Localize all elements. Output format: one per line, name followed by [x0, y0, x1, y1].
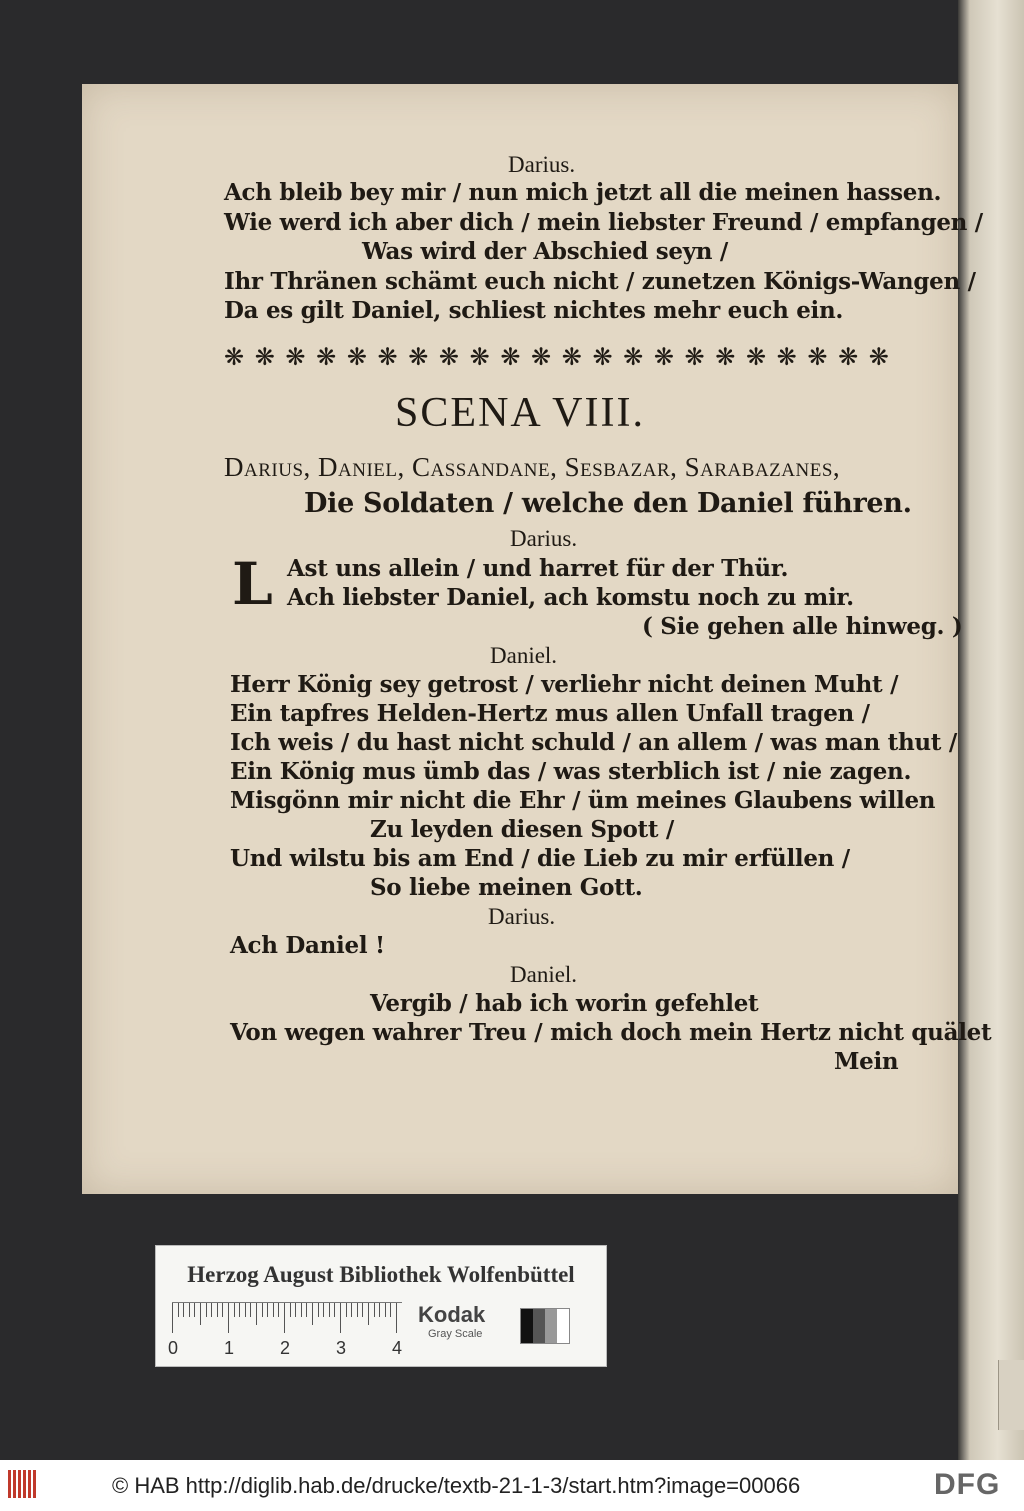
ornament-icon: ❋	[346, 343, 367, 371]
verse-line: Ast uns allein / und harret für der Thür.	[287, 555, 789, 582]
ruler-number: 4	[392, 1338, 403, 1358]
verse-line: Ich weis / du hast nicht schuld / an allem / was man thut /	[230, 729, 957, 756]
ornament-icon: ❋	[316, 343, 337, 371]
ornament-icon: ❋	[745, 343, 767, 371]
ruler-tick	[295, 1303, 296, 1317]
ruler-tick	[357, 1303, 358, 1317]
verse-line: Und wilstu bis am End / die Lieb zu mir erfüllen /	[230, 845, 850, 872]
verse-line: Von wegen wahrer Treu / mich doch mein Hertz nicht quälet	[230, 1019, 992, 1046]
ruler-tick	[189, 1303, 190, 1317]
drop-cap: L	[232, 550, 273, 618]
verse-line: ( Sie gehen alle hinweg. )	[642, 613, 963, 640]
ruler-tick	[379, 1303, 380, 1317]
ruler-tick	[329, 1303, 330, 1317]
ruler-tick	[217, 1303, 218, 1317]
ornament-icon: ❋	[592, 343, 613, 371]
ruler-tick	[245, 1303, 246, 1317]
ruler-tick	[222, 1303, 223, 1317]
verse-line: Herr König sey getrost / verliehr nicht deinen Muht /	[230, 671, 899, 698]
speaker-name: Daniel.	[490, 643, 558, 668]
verse-line: Mein	[834, 1048, 899, 1075]
library-name: Herzog August Bibliothek Wolfenbüttel	[187, 1262, 575, 1287]
library-logo-icon	[8, 1470, 44, 1498]
verse-line: Vergib / hab ich worin gefehlet	[370, 990, 759, 1017]
kodak-color-card	[155, 1245, 607, 1367]
ornament-icon: ❋	[807, 343, 828, 371]
speaker-name: Darius.	[508, 152, 576, 177]
gray-patches	[520, 1308, 570, 1344]
verse-line: Ach bleib bey mir / nun mich jetzt all die meinen hassen.	[224, 179, 942, 206]
gray-scale-label: Gray Scale	[428, 1328, 483, 1340]
ruler-tick	[178, 1303, 179, 1317]
cast-line: Darius, Daniel, Cassandane, Sesbazar, Sarabazanes,	[224, 452, 841, 482]
ruler-tick	[306, 1303, 307, 1317]
ruler-tick	[200, 1303, 201, 1325]
ruler-tick	[362, 1303, 363, 1317]
ruler-tick	[256, 1303, 257, 1325]
ornament-icon: ❋	[408, 343, 429, 371]
page-fold	[998, 1360, 1024, 1430]
ornament-icon: ❋	[561, 343, 582, 371]
speaker-name: Darius.	[488, 904, 556, 929]
source-url[interactable]: © HAB http://diglib.hab.de/drucke/textb-21-1-3/start.htm?image=00066	[112, 1473, 801, 1498]
ornament-icon: ❋	[285, 343, 306, 371]
ruler-tick	[368, 1303, 369, 1325]
ruler-number: 2	[280, 1338, 291, 1358]
ruler-tick	[334, 1303, 335, 1317]
ruler-tick	[228, 1303, 229, 1333]
ornament-icon: ❋	[623, 343, 644, 371]
ornament-icon: ❋	[838, 343, 859, 371]
ruler-tick	[262, 1303, 263, 1317]
ornament-icon: ❋	[776, 343, 797, 371]
ruler-tick	[390, 1303, 391, 1317]
footer-bar	[0, 1460, 1024, 1511]
ruler-tick	[323, 1303, 324, 1317]
ruler-tick	[194, 1303, 195, 1317]
ruler-tick	[278, 1303, 279, 1317]
scene-title: SCENA VIII.	[395, 390, 645, 436]
dfg-logo: DFG	[934, 1468, 1001, 1501]
ornament-icon: ❋	[254, 343, 275, 371]
verse-line: Da es gilt Daniel, schliest nichtes mehr euch ein.	[224, 297, 844, 324]
ornament-icon: ❋	[653, 343, 674, 371]
ruler-tick	[183, 1303, 184, 1317]
ornament-border	[224, 342, 889, 372]
ornament-icon: ❋	[469, 343, 490, 371]
ornament-icon: ❋	[438, 343, 460, 371]
ruler-tick	[351, 1303, 352, 1317]
ruler-numbers	[168, 1338, 418, 1362]
book-page	[82, 84, 992, 1194]
ruler-tick	[250, 1303, 251, 1317]
ruler-tick	[239, 1303, 240, 1317]
ruler-tick	[290, 1303, 291, 1317]
verse-line: Ach liebster Daniel, ach komstu noch zu mir.	[287, 584, 854, 611]
scale-ruler	[172, 1302, 402, 1335]
ruler-tick	[273, 1303, 274, 1317]
verse-line: Wie werd ich aber dich / mein liebster Freund / empfangen /	[224, 209, 983, 236]
ruler-tick	[318, 1303, 319, 1317]
ornament-icon: ❋	[377, 343, 398, 371]
kodak-brand: Kodak	[418, 1302, 486, 1327]
ruler-tick	[385, 1303, 386, 1317]
ruler-tick	[284, 1303, 285, 1333]
ruler-tick	[206, 1303, 207, 1317]
ruler-tick	[346, 1303, 347, 1317]
ruler-tick	[312, 1303, 313, 1325]
verse-line: Misgönn mir nicht die Ehr / üm meines Glaubens willen	[230, 787, 936, 814]
ruler-tick	[396, 1303, 397, 1333]
ornament-icon: ❋	[684, 343, 705, 371]
ornament-icon: ❋	[531, 343, 552, 371]
ruler-tick	[211, 1303, 212, 1317]
ruler-tick	[172, 1303, 173, 1333]
ruler-tick	[234, 1303, 235, 1317]
verse-line: Ein tapfres Helden-Hertz mus allen Unfall tragen /	[230, 700, 870, 727]
ruler-tick	[267, 1303, 268, 1317]
verse-line: Was wird der Abschied seyn /	[362, 238, 729, 265]
verse-line: Ihr Thränen schämt euch nicht / zunetzen Königs-Wangen /	[224, 268, 976, 295]
verse-line: Ach Daniel !	[230, 932, 385, 959]
ruler-tick	[374, 1303, 375, 1317]
ruler-number: 1	[224, 1338, 235, 1358]
ruler-tick	[301, 1303, 302, 1317]
speaker-name: Darius.	[510, 526, 578, 551]
ruler-number: 0	[168, 1338, 179, 1358]
verse-line: Ein König mus ümb das / was sterblich ist / nie zagen.	[230, 758, 912, 785]
ornament-icon: ❋	[868, 343, 889, 371]
ornament-icon: ❋	[500, 343, 521, 371]
ruler-tick	[340, 1303, 341, 1333]
cast-line-2: Die Soldaten / welche den Daniel führen.	[304, 488, 912, 519]
ornament-icon: ❋	[224, 343, 245, 371]
verse-line: Zu leyden diesen Spott /	[370, 816, 674, 843]
verse-line: So liebe meinen Gott.	[370, 874, 643, 901]
ornament-icon: ❋	[715, 343, 736, 371]
ruler-number: 3	[336, 1338, 347, 1358]
speaker-name: Daniel.	[510, 962, 578, 987]
